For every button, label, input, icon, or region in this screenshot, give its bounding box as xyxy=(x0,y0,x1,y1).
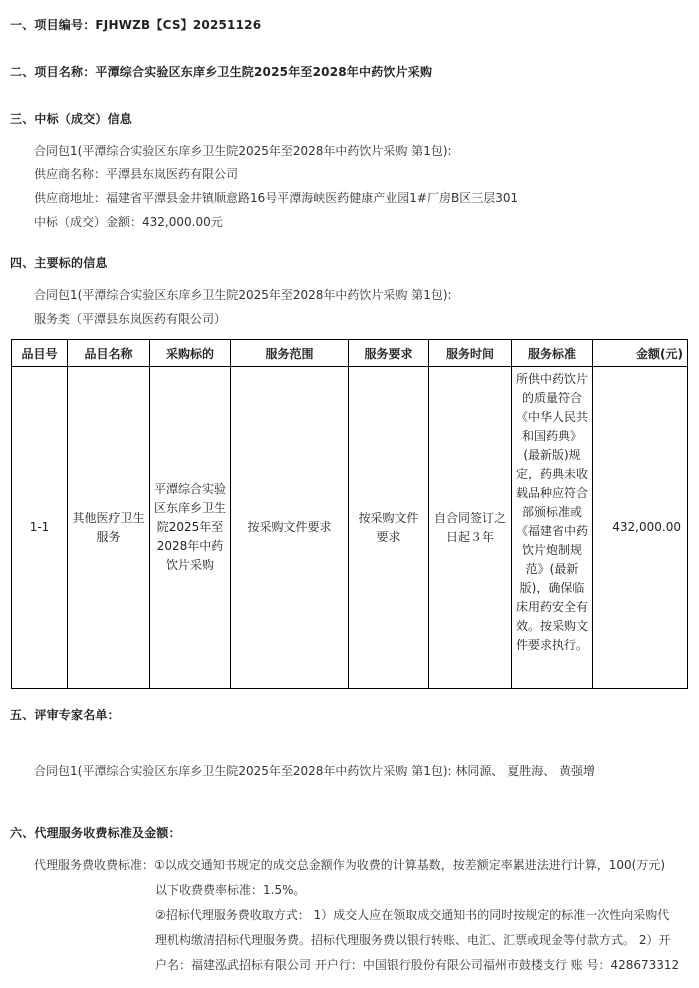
section-main-subject: 四、主要标的信息 xyxy=(10,256,108,270)
experts-list: 合同包1(平潭综合实验区东庠乡卫生院2025年至2028年中药饮片采购 第1包): 林同源、 夏胜海、 黄强增 xyxy=(34,764,596,778)
cell-requirement: 按采购文件要求 xyxy=(349,367,429,689)
col-requirement: 服务要求 xyxy=(349,340,429,367)
section-award-info: 三、中标（成交）信息 xyxy=(10,112,133,126)
cell-scope: 按采购文件要求 xyxy=(231,367,349,689)
fee-standard-line2: 以下收费费率标准：1.5%。 xyxy=(155,883,306,897)
col-time: 服务时间 xyxy=(429,340,512,367)
subject-table xyxy=(11,339,688,689)
fee-account-line: 户名：福建泓武招标有限公司 开户行：中国银行股份有限公司福州市鼓楼支行 账 号：428673312 xyxy=(155,958,680,972)
cell-time: 自合同签订之日起３年 xyxy=(429,367,512,689)
fee-standard-line1: 代理服务费收费标准：①以成交通知书规定的成交总金额作为收费的计算基数，按差额定率累进法进行计算，100(万元) xyxy=(34,858,666,872)
cell-standard: 所供中药饮片的质量符合《中华人民共和国药典》(最新版)规定，药典未收载品种应符合部颁标准或《福建省中药饮片炮制规范》(最新版)，确保临床用药安全有效。按采购文件要求执行。 xyxy=(512,367,593,689)
award-contract: 合同包1(平潭综合实验区东庠乡卫生院2025年至2028年中药饮片采购 第1包): xyxy=(34,144,452,158)
cell-item-name: 其他医疗卫生服务 xyxy=(68,367,150,689)
table-row xyxy=(12,367,688,689)
supplier-address: 供应商地址：福建省平潭县金井镇顺意路16号平潭海峡医药健康产业园1#厂房B区三层301 xyxy=(34,191,519,205)
col-amount: 金额(元) xyxy=(593,340,688,367)
fee-method-line1: ②招标代理服务费收取方式： 1）成交人应在领取成交通知书的同时按规定的标准一次性向采购代 xyxy=(155,908,670,922)
col-item-no: 品目号 xyxy=(12,340,68,367)
subject-category: 服务类（平潭县东岚医药有限公司） xyxy=(34,312,227,326)
award-amount: 中标（成交）金额：432,000.00元 xyxy=(34,215,223,229)
section-fee: 六、代理服务收费标准及金额： xyxy=(10,826,181,840)
col-subject: 采购标的 xyxy=(150,340,231,367)
cell-amount: 432,000.00 xyxy=(593,367,688,689)
subject-contract: 合同包1(平潭综合实验区东庠乡卫生院2025年至2028年中药饮片采购 第1包): xyxy=(34,288,452,302)
section-project-name: 二、项目名称：平潭综合实验区东庠乡卫生院2025年至2028年中药饮片采购 xyxy=(10,65,433,79)
section-experts: 五、评审专家名单： xyxy=(10,708,120,722)
fee-method-line2: 理机构缴清招标代理服务费。招标代理服务费以银行转账、电汇、汇票或现金等付款方式。 2）开 xyxy=(155,933,671,947)
col-item-name: 品目名称 xyxy=(68,340,150,367)
supplier-name: 供应商名称：平潭县东岚医药有限公司 xyxy=(34,167,239,181)
cell-subject: 平潭综合实验区东庠乡卫生院2025年至2028年中药饮片采购 xyxy=(150,367,231,689)
col-standard: 服务标准 xyxy=(512,340,593,367)
col-scope: 服务范围 xyxy=(231,340,349,367)
section-project-number: 一、项目编号：FJHWZB【CS】20251126 xyxy=(10,18,262,32)
cell-item-no: 1-1 xyxy=(12,367,68,689)
table-header-row xyxy=(12,340,688,367)
